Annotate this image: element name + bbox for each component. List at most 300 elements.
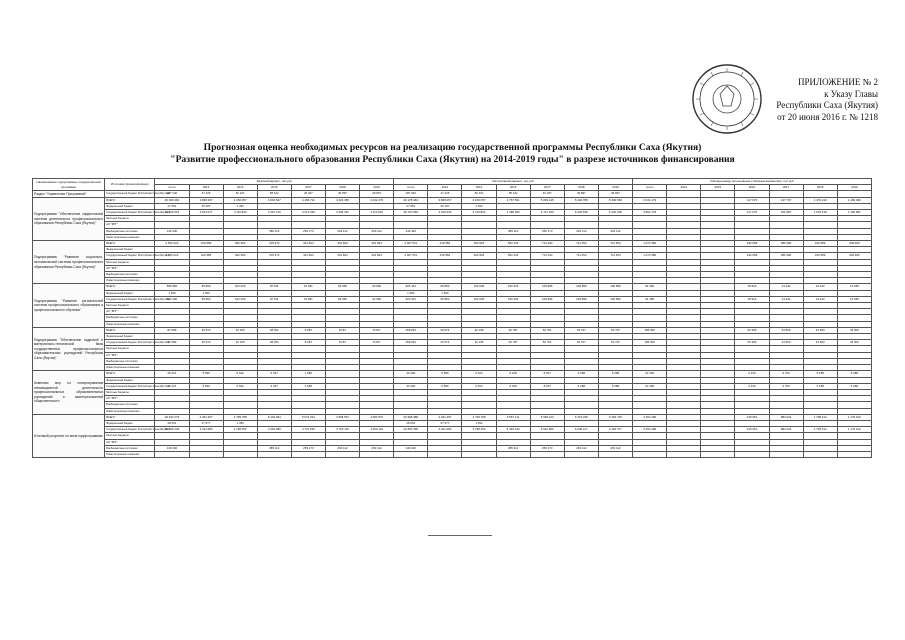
value-cell: 27 577: [189, 420, 223, 426]
value-cell: 24 843 615: [155, 210, 189, 216]
value-cell: 6 700: [769, 383, 803, 389]
value-cell: 4 994 088: [257, 427, 291, 433]
header-year: 2019: [360, 185, 394, 191]
value-cell: 565 860: [155, 284, 189, 290]
value-cell: 44 500: [769, 327, 803, 333]
value-cell: 3 918 325: [428, 210, 462, 216]
source-cell: ВСЕГО:: [105, 241, 155, 247]
source-cell: Государственный бюджет Республики Саха (Якутия): [106, 384, 170, 388]
value-cell: [394, 451, 428, 457]
header-year: 2016: [735, 185, 769, 191]
value-cell: 4 798 352: [462, 427, 496, 433]
value-cell: 623 601: [394, 296, 428, 302]
value-cell: 33 998 388: [394, 414, 428, 420]
value-cell: 106 426: [496, 284, 530, 290]
value-cell: 49 897: [360, 191, 394, 197]
value-cell: 2 907 511: [394, 253, 428, 259]
value-cell: 4 466 711: [291, 197, 325, 203]
value-cell: [428, 451, 462, 457]
value-cell: 22 105: [462, 327, 496, 333]
value-cell: 39 897: [325, 191, 359, 197]
value-cell: 49 897: [598, 191, 632, 197]
value-cell: 263 112: [360, 445, 394, 451]
source-cell: Государственный бюджет Республики Саха (Якутия): [106, 297, 170, 301]
source-cell: Местные бюджеты: [105, 389, 155, 395]
value-cell: 4 461 257: [428, 414, 462, 420]
value-cell: 5 599: [428, 371, 462, 377]
value-cell: 462 963: [462, 241, 496, 247]
source-cell: АО "ФПГ": [105, 309, 155, 315]
value-cell: 52 767: [598, 327, 632, 333]
value-cell: 6 622: [462, 383, 496, 389]
document-title: [0, 142, 905, 166]
value-cell: 4 431 680: [189, 427, 223, 433]
value-cell: 6 700: [769, 371, 803, 377]
value-cell: 106 896: [598, 296, 632, 302]
source-cell: Федеральный бюджет: [105, 247, 155, 253]
value-cell: 4 454 180: [633, 427, 667, 433]
value-cell: 2 243: [735, 383, 769, 389]
source-cell: Государственный бюджет Республики Саха (Якутия): [106, 192, 170, 196]
header-year: 2019: [837, 185, 871, 191]
program-name-cell: Подпрограмма "Развитие региональной системы профессионального образования и профессионального обучения": [33, 284, 105, 327]
value-cell: 22 105: [223, 340, 257, 346]
value-cell: 309 480: [837, 241, 871, 247]
value-cell: 52 767: [564, 327, 598, 333]
value-cell: 462 963: [223, 241, 257, 247]
value-cell: 2 907 511: [394, 241, 428, 247]
value-cell: 5 599: [189, 371, 223, 377]
value-cell: 263 112: [325, 228, 359, 234]
value-cell: 1 182 887: [837, 210, 871, 216]
value-cell: [530, 451, 564, 457]
value-cell: 1 352: [462, 420, 496, 426]
value-cell: 26 574: [189, 327, 223, 333]
value-cell: 51 383: [633, 284, 667, 290]
value-cell: 259 173: [530, 445, 564, 451]
value-cell: 711 454: [564, 253, 598, 259]
value-cell: 2 525 222: [155, 253, 189, 259]
value-cell: 5 440 785: [564, 197, 598, 203]
value-cell: 385 112: [496, 228, 530, 234]
value-cell: 87 089: [155, 327, 189, 333]
value-cell: 263 112: [564, 445, 598, 451]
value-cell: 28 051: [155, 420, 189, 426]
value-cell: 87 511: [257, 284, 291, 290]
value-cell: 58 102: [496, 191, 530, 197]
source-cell: ВСЕГО:: [105, 284, 155, 290]
value-cell: [598, 451, 632, 457]
value-cell: 109 689: [803, 241, 837, 247]
value-cell: 25 421: [155, 383, 189, 389]
value-cell: 8 287: [291, 340, 325, 346]
value-cell: [325, 451, 359, 457]
source-cell: АО "ФПГ": [105, 439, 155, 445]
value-cell: 20 183: [633, 371, 667, 377]
value-cell: 1 560: [189, 290, 223, 296]
value-cell: 416 583: [428, 241, 462, 247]
source-cell: АО "ФПГ": [105, 222, 155, 228]
value-cell: [496, 451, 530, 457]
value-cell: 28 451: [257, 327, 291, 333]
value-cell: 18 916: [735, 284, 769, 290]
value-cell: 1 352: [223, 420, 257, 426]
value-cell: 26 187: [189, 203, 223, 209]
value-cell: 1 182 949: [837, 197, 871, 203]
source-cell: ВСЕГО:: [105, 371, 155, 377]
value-cell: 5 288: [598, 371, 632, 377]
value-cell: 8 207: [530, 371, 564, 377]
value-cell: 1 352: [223, 203, 257, 209]
value-cell: 4 799 768: [462, 414, 496, 420]
value-cell: 478 374: [257, 253, 291, 259]
value-cell: 28 700 666: [394, 210, 428, 216]
value-cell: 711 454: [598, 241, 632, 247]
value-cell: 1 560: [155, 290, 189, 296]
header-year: 2018: [564, 185, 598, 191]
value-cell: 192 658: [735, 253, 769, 259]
source-cell: Внебюджетные источники: [105, 315, 155, 321]
header-year: 2016: [257, 185, 291, 191]
value-cell: 5 599: [428, 383, 462, 389]
program-name-cell: Итоговый результат по всем подпрограммам: [33, 414, 105, 457]
value-cell: 149 440: [394, 228, 428, 234]
value-cell: 1 708 212: [803, 414, 837, 420]
value-cell: 106 896: [564, 284, 598, 290]
value-cell: 8 267: [325, 340, 359, 346]
source-cell: Инвестиционные вложения: [105, 408, 155, 414]
value-cell: 478 374: [257, 241, 291, 247]
value-cell: [223, 451, 257, 457]
footer-divider: [428, 535, 492, 536]
value-cell: 401 824: [325, 253, 359, 259]
value-cell: 625 161: [394, 284, 428, 290]
value-cell: 1 560: [428, 290, 462, 296]
table-row: [33, 451, 872, 457]
value-cell: 4 213 339: [291, 210, 325, 216]
source-cell: Внебюджетные источники: [105, 272, 155, 278]
source-cell: Государственный бюджет Республики Саха (Якутия): [106, 428, 170, 432]
value-cell: [633, 451, 667, 457]
value-cell: 5 288: [598, 383, 632, 389]
value-cell: 4 110 840: [223, 210, 257, 216]
value-cell: [291, 451, 325, 457]
source-cell: АО "ФПГ": [105, 396, 155, 402]
value-cell: 4 721 206: [530, 210, 564, 216]
value-cell: 711 454: [564, 241, 598, 247]
value-cell: 1 072 380: [633, 241, 667, 247]
source-cell: Внебюджетные источники: [105, 228, 155, 234]
value-cell: 289 480: [769, 253, 803, 259]
value-cell: 3 891 178: [633, 210, 667, 216]
value-cell: 50 161: [462, 191, 496, 197]
value-cell: [360, 451, 394, 457]
value-cell: 385 112: [496, 445, 530, 451]
value-cell: 5 567 111: [496, 414, 530, 420]
value-cell: 562 432: [496, 253, 530, 259]
value-cell: 52 767: [598, 340, 632, 346]
value-cell: [701, 451, 735, 457]
value-cell: 4 461 257: [189, 414, 223, 420]
value-cell: [667, 451, 701, 457]
value-cell: [155, 451, 189, 457]
header-year: 2018: [325, 185, 359, 191]
value-cell: 8 267: [360, 340, 394, 346]
header-year: 2019: [598, 185, 632, 191]
value-cell: 25 421: [155, 371, 189, 377]
value-cell: 5 288: [837, 371, 871, 377]
source-cell: Инвестиционные вложения: [105, 234, 155, 240]
value-cell: [803, 451, 837, 457]
value-cell: 14 442: [769, 296, 803, 302]
value-cell: 44 500: [837, 340, 871, 346]
value-cell: 263 112: [598, 445, 632, 451]
value-cell: 8 267: [325, 327, 359, 333]
source-cell: Инвестиционные вложения: [105, 321, 155, 327]
header-year: итого: [155, 185, 189, 191]
value-cell: 125 651: [735, 427, 769, 433]
value-cell: 462 963: [462, 253, 496, 259]
value-cell: 1 072 380: [633, 253, 667, 259]
value-cell: 1 708 212: [803, 427, 837, 433]
appendix-line: к Указу Главы: [824, 88, 878, 99]
value-cell: 287 640: [155, 191, 189, 197]
value-cell: 26 574: [428, 327, 462, 333]
value-cell: 8 287: [291, 327, 325, 333]
value-cell: 26 020 460: [155, 197, 189, 203]
value-cell: 27 577: [428, 420, 462, 426]
source-cell: ВСЕГО:: [105, 414, 155, 420]
source-cell: Местные бюджеты: [105, 433, 155, 439]
value-cell: 52 396: [735, 340, 769, 346]
value-cell: 6 008 127: [564, 427, 598, 433]
value-cell: 39 897: [564, 191, 598, 197]
header-year: 2017: [769, 185, 803, 191]
value-cell: [735, 451, 769, 457]
source-cell: Государственный бюджет Республики Саха (Якутия): [106, 211, 170, 215]
value-cell: 46 307: [530, 191, 564, 197]
value-cell: 511 887: [769, 210, 803, 216]
header-source: Источники финансирования: [105, 179, 155, 191]
value-cell: 6 473 239: [564, 414, 598, 420]
value-cell: 13 935: [837, 296, 871, 302]
value-cell: 287 640: [394, 191, 428, 197]
value-cell: 46 307: [291, 191, 325, 197]
value-cell: 385 112: [257, 228, 291, 234]
value-cell: 4 432 475: [360, 197, 394, 203]
value-cell: 259 173: [530, 228, 564, 234]
value-cell: 4 799 768: [223, 414, 257, 420]
source-cell: Внебюджетные источники: [105, 445, 155, 451]
value-cell: 4 110 840: [462, 210, 496, 216]
source-cell: Государственный бюджет Республики Саха (Якутия): [106, 254, 170, 258]
value-cell: 95 850: [189, 296, 223, 302]
value-cell: 1 470 219: [803, 197, 837, 203]
value-cell: 462 963: [223, 253, 257, 259]
header-intensive-variant: Интенсивный вариант, тыс.руб: [394, 179, 633, 185]
source-cell: Инвестиционные вложения: [105, 365, 155, 371]
value-cell: 102 026: [462, 296, 496, 302]
value-cell: [462, 451, 496, 457]
value-cell: 3 868 257: [428, 197, 462, 203]
value-cell: 259 173: [291, 228, 325, 234]
value-cell: 52 396: [735, 327, 769, 333]
value-cell: 4 731 695: [291, 427, 325, 433]
value-cell: 52 787: [496, 340, 530, 346]
value-cell: 91 961: [291, 284, 325, 290]
value-cell: [257, 451, 291, 457]
value-cell: 106 896: [598, 284, 632, 290]
value-cell: 714 194: [530, 253, 564, 259]
value-cell: 416 583: [189, 253, 223, 259]
header-year: итого: [394, 185, 428, 191]
value-cell: 4 600 115: [360, 427, 394, 433]
value-cell: 3 868 257: [189, 197, 223, 203]
value-cell: 52 701: [530, 340, 564, 346]
appendix-line: от 20 июня 2016 г. № 1218: [777, 111, 878, 122]
value-cell: 13 935: [837, 284, 871, 290]
source-cell: Внебюджетные источники: [105, 358, 155, 364]
value-cell: 562 432: [496, 241, 530, 247]
program-name-cell: Подпрограмма "Обеспечение кадровой и материально-технической базы государственных профессиональных образовательных учреждений Республики Саха (Якутия)": [33, 327, 105, 370]
value-cell: 4 706 115: [325, 427, 359, 433]
source-cell: АО "ФПГ": [105, 352, 155, 358]
value-cell: 44 500: [803, 327, 837, 333]
value-cell: 5 445 233: [496, 427, 530, 433]
value-cell: 4 767 561: [496, 197, 530, 203]
source-cell: Местные бюджеты: [105, 216, 155, 222]
value-cell: 13 442: [803, 284, 837, 290]
value-cell: 149 440: [155, 445, 189, 451]
value-cell: 22 105: [223, 327, 257, 333]
value-cell: 102 026: [223, 296, 257, 302]
value-cell: 421 824: [291, 253, 325, 259]
appendix-line: Республики Саха (Якутия): [776, 100, 878, 110]
value-cell: 6 288: [564, 371, 598, 377]
value-cell: 5 009 145: [530, 197, 564, 203]
value-cell: 26 187: [428, 203, 462, 209]
program-name-cell: Комплекс мер по стимулированию инновационной деятельности профессиональных образовательных учреждений и заинтересованной общественности: [33, 371, 105, 414]
source-cell: Государственный бюджет Республики Саха (Якутия): [106, 341, 170, 345]
value-cell: 884 022: [769, 427, 803, 433]
header-year: 2018: [803, 185, 837, 191]
value-cell: 13 442: [803, 296, 837, 302]
value-cell: 5 188: [803, 383, 837, 389]
value-cell: 149 440: [394, 445, 428, 451]
value-cell: 14 442: [769, 284, 803, 290]
value-cell: 87 511: [257, 296, 291, 302]
value-cell: 1 179 102: [837, 427, 871, 433]
value-cell: 385 112: [257, 445, 291, 451]
value-cell: 5 330 693: [598, 197, 632, 203]
value-cell: 47 425: [428, 191, 462, 197]
header-year: 2014: [428, 185, 462, 191]
value-cell: 5 446 994: [257, 414, 291, 420]
header-year: 2014: [189, 185, 223, 191]
header-year: 2016: [496, 185, 530, 191]
value-cell: 102 026: [223, 284, 257, 290]
value-cell: 401 824: [325, 241, 359, 247]
value-cell: 117 073: [735, 197, 769, 203]
value-cell: 401 824: [360, 241, 394, 247]
value-cell: 51 383: [633, 296, 667, 302]
source-cell: Местные бюджеты: [105, 346, 155, 352]
value-cell: 106 896: [530, 296, 564, 302]
value-cell: 185 306: [633, 340, 667, 346]
appendix-line: ПРИЛОЖЕНИЕ № 2: [797, 77, 878, 87]
value-cell: 1 179 102: [837, 414, 871, 420]
appendix-block: [728, 77, 878, 123]
value-cell: 6 622: [223, 383, 257, 389]
source-cell: ВСЕГО:: [105, 327, 155, 333]
value-cell: 4 968 537: [325, 414, 359, 420]
value-cell: 1 978 418: [803, 210, 837, 216]
value-cell: 5 622 806: [530, 427, 564, 433]
value-cell: 714 194: [530, 241, 564, 247]
value-cell: [189, 451, 223, 457]
value-cell: 44 500: [769, 340, 803, 346]
source-cell: АО "ФПГ": [105, 265, 155, 271]
source-cell: Местные бюджеты: [105, 259, 155, 265]
source-cell: Федеральный бюджет: [105, 290, 155, 296]
value-cell: 52 701: [530, 327, 564, 333]
source-cell: Внебюджетные источники: [105, 402, 155, 408]
value-cell: 5 935 123: [530, 414, 564, 420]
resources-table-container: [32, 178, 872, 458]
title-line-2: "Развитие профессионального образования Республики Саха (Якутия) на 2014-2019 годы" в разрезе источников финансирования: [170, 154, 735, 165]
value-cell: 47 425: [189, 191, 223, 197]
value-cell: 44 500: [803, 340, 837, 346]
value-cell: 95 850: [428, 296, 462, 302]
value-cell: 185 306: [633, 327, 667, 333]
value-cell: 109 689: [803, 253, 837, 259]
value-cell: 309 480: [837, 253, 871, 259]
value-cell: 6 027: [257, 383, 291, 389]
header-year: 2017: [291, 185, 325, 191]
source-cell: ВСЕГО:: [105, 197, 155, 203]
value-cell: 259 173: [291, 445, 325, 451]
value-cell: 18 916: [735, 296, 769, 302]
value-cell: 117 075: [735, 210, 769, 216]
value-cell: 3 641 173: [633, 197, 667, 203]
value-cell: 5 420 635: [564, 210, 598, 216]
source-cell: Инвестиционные вложения: [105, 451, 155, 457]
value-cell: 1 580: [291, 383, 325, 389]
value-cell: [769, 451, 803, 457]
value-cell: 263 112: [325, 445, 359, 451]
value-cell: 3 644 077: [189, 210, 223, 216]
value-cell: 6 622: [223, 371, 257, 377]
program-name-cell: Подпрограмма "Развитие социально-экономической системы профессионального образования Республики Саха (Якутия)": [33, 241, 105, 284]
value-cell: 20 183: [633, 383, 667, 389]
value-cell: 4 640 527: [257, 197, 291, 203]
value-cell: 26 574: [189, 340, 223, 346]
value-cell: 421 824: [291, 241, 325, 247]
value-cell: 416 583: [189, 241, 223, 247]
value-cell: 29 356 228: [155, 427, 189, 433]
value-cell: 263 112: [598, 228, 632, 234]
source-cell: Инвестиционные вложения: [105, 278, 155, 284]
header-year: 2015: [701, 185, 735, 191]
value-cell: 5 420 205: [598, 210, 632, 216]
value-cell: 6 622: [462, 371, 496, 377]
resources-table: [32, 178, 872, 458]
source-cell: Федеральный бюджет: [105, 203, 155, 209]
value-cell: 4 339 447: [325, 210, 359, 216]
value-cell: [564, 451, 598, 457]
header-difference: Разница между интенсивным и базовым вариантами, тыс.руб: [633, 179, 872, 185]
value-cell: 92 960: [325, 284, 359, 290]
